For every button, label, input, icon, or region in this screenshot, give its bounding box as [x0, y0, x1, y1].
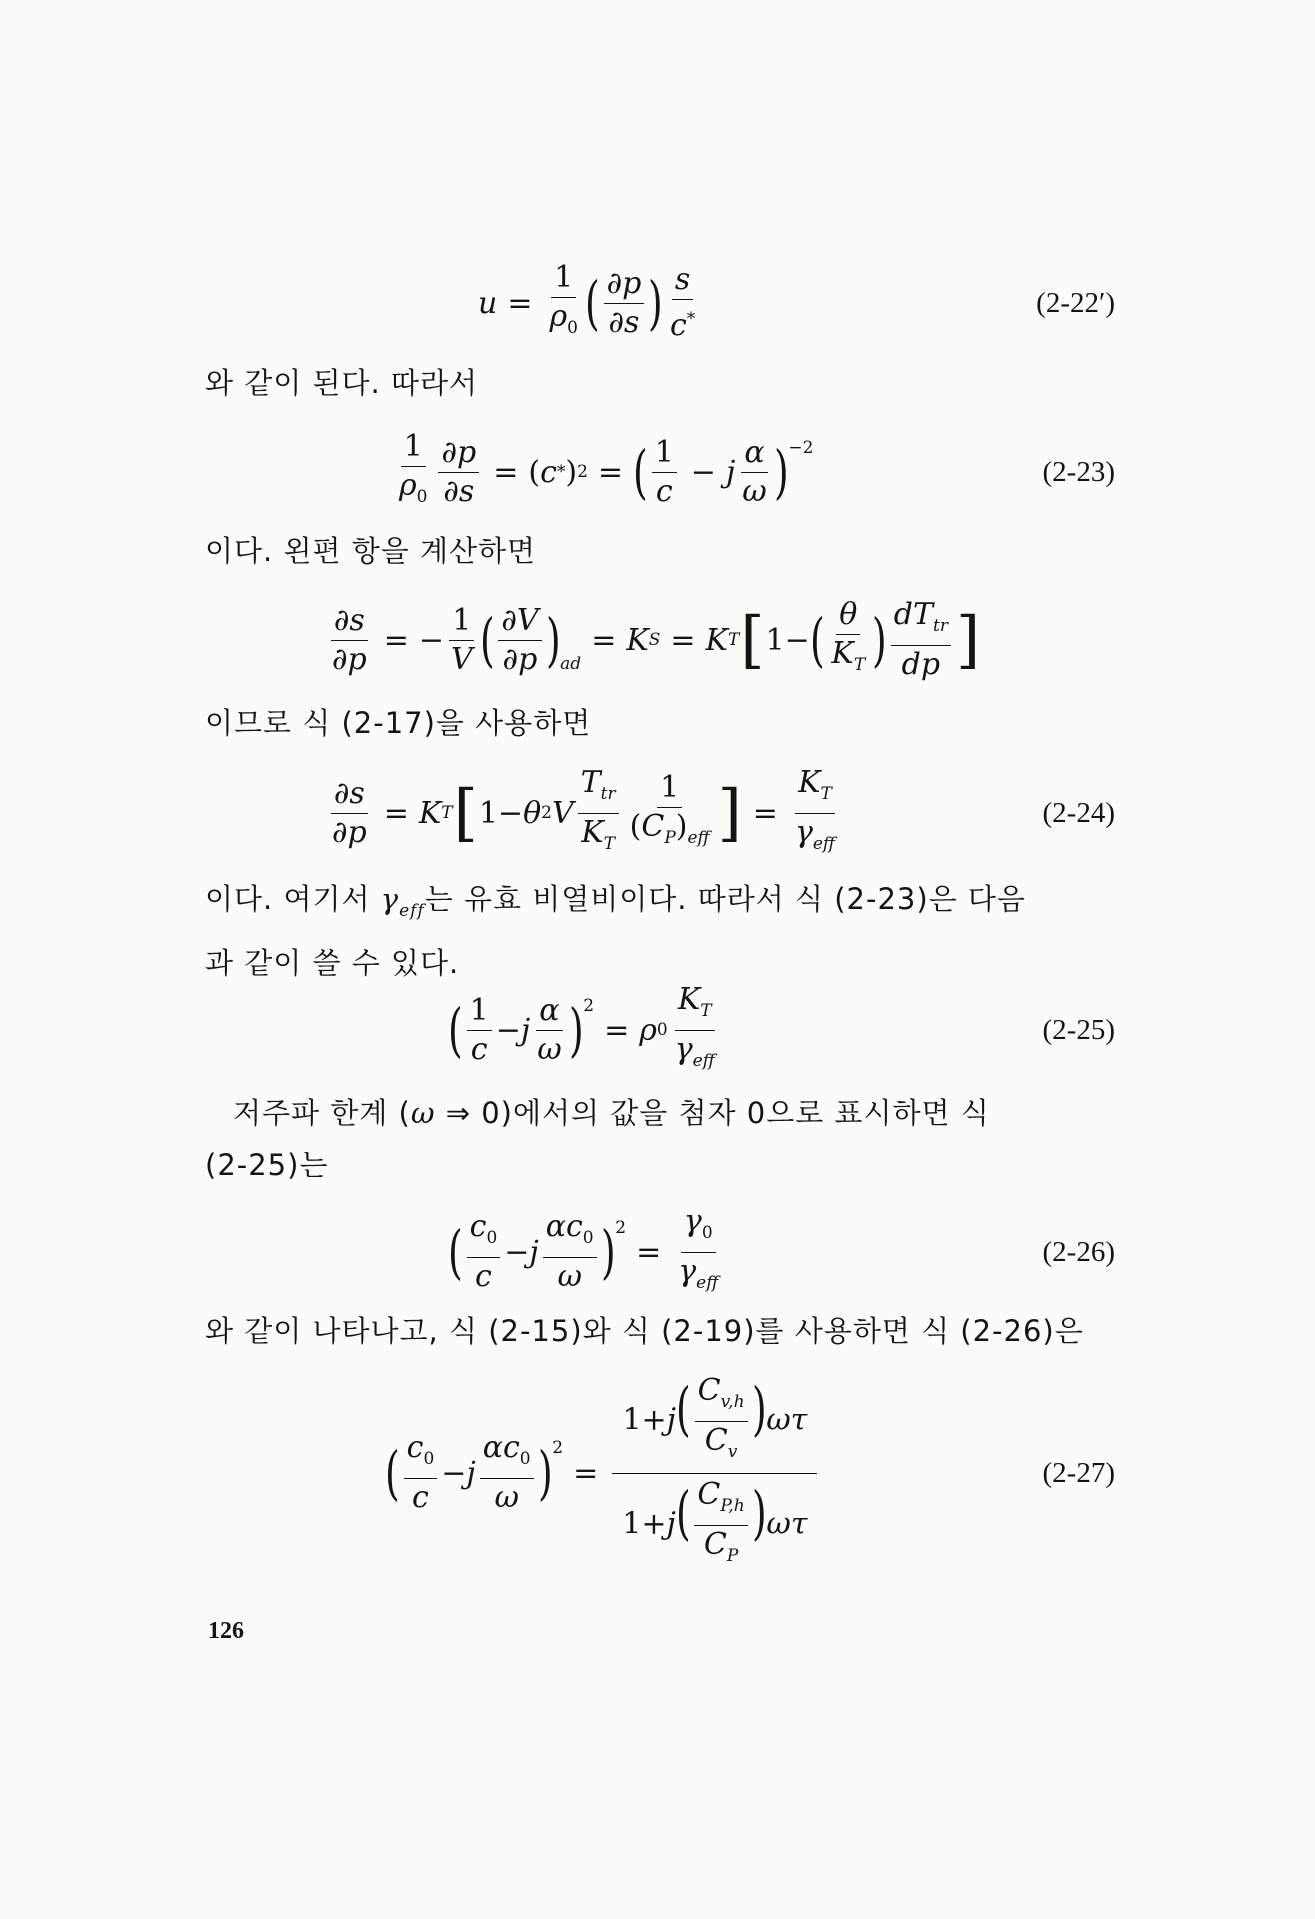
paragraph-segment: ⇒ 0)에서의 값을 첨자 0으로 표시하면 식	[445, 1096, 990, 1130]
paragraph-segment: 는 유효 비열비이다. 따라서 식 (2-23)은 다음	[424, 882, 1026, 916]
paragraph-segment: (2-25)는	[205, 1148, 329, 1182]
equation-number: (2-22′)	[1036, 286, 1115, 319]
equation-2-25: ( $\frac{1}{c}$ − j $\frac{\alpha}{\omega}$ ) $^2$ = ρ 0 $\frac{K_T}{\gamma_{eff}}$ (2-25)	[0, 970, 1315, 1090]
equation-2-22: u = $\frac{1}{\rho_0}$ ( $\frac{\partial p}{\partial s}$ ) $\frac{s}{c^*}$ (2-22′)	[0, 243, 1315, 363]
equation-number: (2-24)	[1042, 796, 1115, 829]
equation-2-26: ( $\frac{c_0}{c}$ − j $\frac{\alpha c_0}{\omega}$ ) $^2$ = $\frac{\gamma_0}{\gamma_{eff}}$ (2-26)	[0, 1192, 1315, 1312]
paragraph: 이므로 식 (2-17)을 사용하면	[205, 706, 592, 740]
equation-number: (2-25)	[1042, 1013, 1115, 1046]
paragraph: 저주파 한계 (ω ⇒ 0)에서의 값을 첨자 0으로 표시하면 식 (2-25)는	[205, 1096, 990, 1182]
equation-2-24: $\frac{\partial s}{\partial p}$ = K T [ 1− θ 2 V $\frac{T_{tr}}{K_T}$ $\frac{1}{(C_P)_{eff}}$ ] = $\frac{K_T}{\gamma_{eff}}$ (2-24)	[0, 753, 1315, 873]
paragraph-segment: 저주파 한계 (	[233, 1096, 411, 1130]
paragraph: 와 같이 된다. 따라서	[205, 366, 478, 400]
paragraph: 이다. 여기서 $\gamma_{eff}$는 유효 비열비이다. 따라서 식 (2-23)은 다음 과 같이 쓸 수 있다.	[205, 882, 1026, 980]
page-number: 126	[208, 1618, 244, 1644]
paragraph: 와 같이 나타나고, 식 (2-15)와 식 (2-19)를 사용하면 식 (2-26)은	[205, 1314, 1084, 1348]
paragraph-segment: 과 같이 쓸 수 있다.	[205, 945, 460, 980]
paragraph-segment: 이다. 여기서	[205, 882, 371, 916]
equation-2-27: ( $\frac{c_0}{c}$ − j $\frac{\alpha c_0}{\omega}$ ) $^2$ = 1+j( $\frac{C_{v,h}}{C_v}$ )ωτ 1+j( $\frac{C_{P,h}}{C_P}$ )ωτ (2-27)	[384, 1372, 1115, 1566]
paragraph: 이다. 왼편 항을 계산하면	[205, 534, 537, 568]
equation-number: (2-26)	[1042, 1235, 1115, 1268]
equation-unnumbered: $\frac{\partial s}{\partial p}$ = − $\frac{1}{V}$ ( $\frac{\partial V}{\partial p}$ ) $_{ad}$ = K S = K T [ 1− ( $\frac{\theta}{K_T}$ ) $\frac{dT_{tr}}{dp}$ ]	[332, 597, 981, 682]
equation-2-23: $\frac{1}{\rho_0}$ $\frac{\partial p}{\partial s}$ = ( c * ) 2 = ( $\frac{1}{c}$ − j $\frac{\alpha}{\omega}$ ) $^{-2}$ (2-23)	[0, 412, 1315, 532]
equation-number: (2-27)	[1042, 1456, 1115, 1489]
equation-number: (2-23)	[1042, 455, 1115, 488]
